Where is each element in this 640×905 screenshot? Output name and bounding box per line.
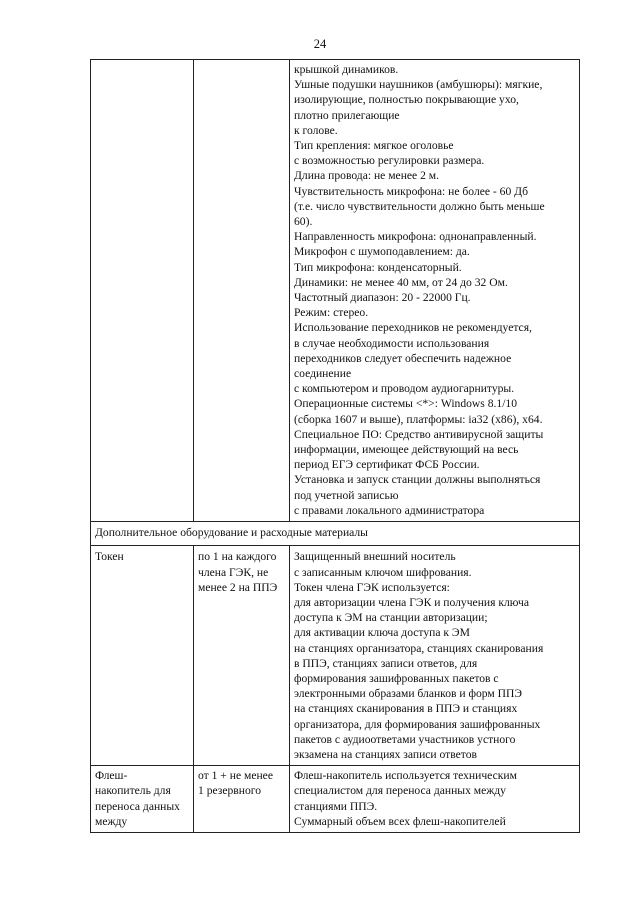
text-line: под учетной записью xyxy=(294,488,399,502)
table-row-headset-continued xyxy=(91,60,580,522)
text-line: Суммарный объем всех флеш-накопителей xyxy=(294,814,506,828)
cell-quantity xyxy=(194,60,290,522)
cell-quantity xyxy=(194,766,290,833)
text-line: Микрофон с шумоподавлением: да. xyxy=(294,245,470,259)
text-line: с правами локального администратора xyxy=(294,503,485,517)
text-line: Специальное ПО: Средство антивирусной защиты xyxy=(294,427,544,441)
text-line: переходников следует обеспечить надежное xyxy=(294,351,512,365)
text-line: на станциях сканирования в ППЭ и станциях xyxy=(294,702,518,716)
text-line: период ЕГЭ сертификат ФСБ России. xyxy=(294,458,480,472)
text-line: (сборка 1607 и выше), платформы: ia32 (x86), x64. xyxy=(294,412,543,426)
text-line: между xyxy=(95,814,128,828)
cell-requirements xyxy=(290,60,580,522)
text-line: информации, имеющее действующий на весь xyxy=(294,443,519,457)
text-line: формирования зашифрованных пакетов с xyxy=(294,671,499,685)
text-line: Режим: стерео. xyxy=(294,306,369,320)
text-line: Токен члена ГЭК используется: xyxy=(294,580,450,594)
cell-requirements xyxy=(290,546,580,766)
text-line: Токен xyxy=(95,550,124,564)
text-line: члена ГЭК, не xyxy=(198,565,269,579)
text-line: Защищенный внешний носитель xyxy=(294,550,456,564)
section-title: Дополнительное оборудование и расходные материалы xyxy=(91,522,580,546)
text-line: с записанным ключом шифрования. xyxy=(294,565,472,579)
text-line: Флеш- xyxy=(95,769,128,783)
text-line: в ППЭ, станциях записи ответов, для xyxy=(294,656,478,670)
text-line: Тип крепления: мягкое оголовье xyxy=(294,139,454,153)
text-line: пакетов с аудиоответами участников устного xyxy=(294,732,516,746)
table-row-flash-drive xyxy=(91,766,580,833)
text-line: станциями ППЭ. xyxy=(294,799,378,813)
text-line: Динамики: не менее 40 мм, от 24 до 32 Ом. xyxy=(294,275,508,289)
text-line: по 1 на каждого xyxy=(198,550,277,564)
text-line: доступа к ЭМ на станции авторизации; xyxy=(294,611,488,625)
section-header-row xyxy=(91,522,580,546)
text-line: изолирующие, полностью покрывающие ухо, xyxy=(294,93,519,107)
text-line: 60). xyxy=(294,215,313,229)
text-line: Операционные системы <*>: Windows 8.1/10 xyxy=(294,397,518,411)
table-row-token xyxy=(91,546,580,766)
text-line: Флеш-накопитель используется техническим xyxy=(294,769,517,783)
text-line: Направленность микрофона: однонаправленный. xyxy=(294,230,537,244)
text-line: переноса данных xyxy=(95,799,180,813)
text-line: накопитель для xyxy=(95,784,171,798)
text-line: Установка и запуск станции должны выполняться xyxy=(294,473,541,487)
text-line: крышкой динамиков. xyxy=(294,63,399,76)
text-line: Ушные подушки наушников (амбушюры): мягкие, xyxy=(294,78,543,92)
text-line: организатора, для формирования зашифрованных xyxy=(294,717,541,731)
page-number: 24 xyxy=(313,37,327,51)
text-line: для активации ключа доступа к ЭМ xyxy=(294,626,470,640)
text-line: к голове. xyxy=(294,123,338,137)
text-line: Использование переходников не рекомендуется, xyxy=(294,321,532,335)
cell-name xyxy=(91,60,194,522)
cell-name xyxy=(91,766,194,833)
text-line: 1 резервного xyxy=(198,784,262,798)
text-line: (т.е. число чувствительности должно быть меньше xyxy=(294,199,545,213)
cell-requirements xyxy=(290,766,580,833)
text-line: плотно прилегающие xyxy=(294,108,400,122)
text-line: Тип микрофона: конденсаторный. xyxy=(294,260,462,274)
text-line: с компьютером и проводом аудиогарнитуры. xyxy=(294,382,515,396)
text-line: с возможностью регулировки размера. xyxy=(294,154,485,168)
text-line: Частотный диапазон: 20 - 22000 Гц. xyxy=(294,291,471,305)
text-line: экзамена на станциях записи ответов xyxy=(294,747,477,761)
equipment-table xyxy=(90,59,580,833)
text-line: на станциях организатора, станциях сканирования xyxy=(294,641,544,655)
text-line: соединение xyxy=(294,367,352,381)
text-line: менее 2 на ППЭ xyxy=(198,580,278,594)
text-line: специалистом для переноса данных между xyxy=(294,784,506,798)
text-line: в случае необходимости использования xyxy=(294,336,490,350)
cell-quantity xyxy=(194,546,290,766)
text-line: Длина провода: не менее 2 м. xyxy=(294,169,440,183)
text-line: для авторизации члена ГЭК и получения ключа xyxy=(294,595,529,609)
text-line: электронными образами бланков и форм ППЭ xyxy=(294,687,523,701)
cell-name xyxy=(91,546,194,766)
text-line: Чувствительность микрофона: не более - 60 Дб xyxy=(294,184,528,198)
text-line: от 1 + не менее xyxy=(198,769,273,783)
